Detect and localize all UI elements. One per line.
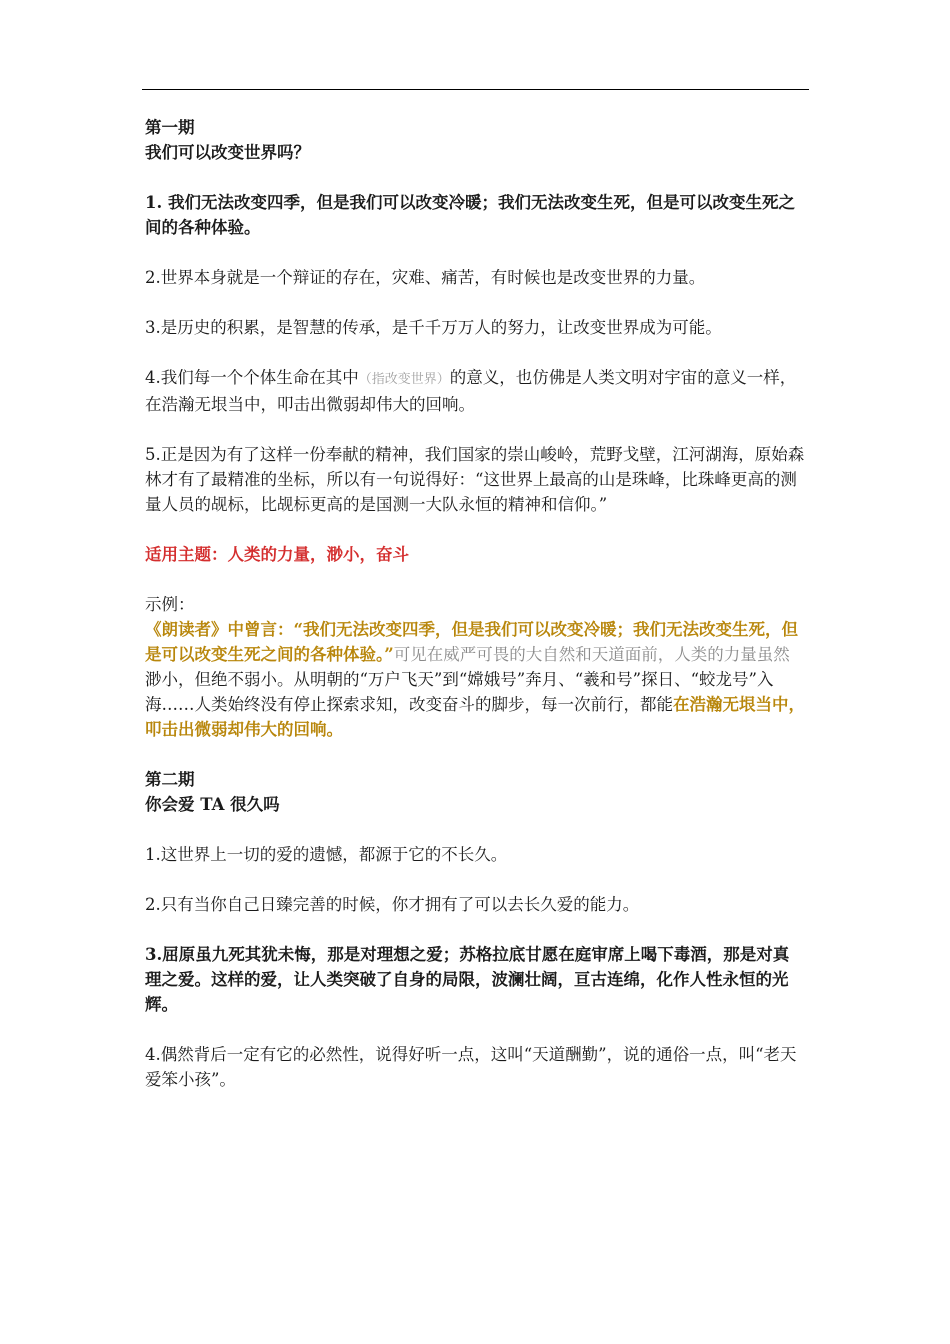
period2-item-1: 1.这世界上一切的爱的遗憾，都源于它的不长久。	[145, 845, 508, 864]
period2-item-4: 4.偶然背后一定有它的必然性，说得好听一点，这叫“天道酬勤”，说的通俗一点，叫“老天爱笨小孩”。	[145, 1045, 797, 1089]
period1-title: 第一期	[145, 118, 195, 137]
example-plain-text: 渺小，但绝不弱小。从明朝的“万户飞天”到“嫦娥号”奔月、“羲和号”探日、“蛟龙号”入海……人类始终没有停止探索求知，改变奋斗的脚步，每一次前行，都能	[145, 670, 774, 714]
period2-item-2: 2.只有当你自己日臻完善的时候，你才拥有了可以去长久爱的能力。	[145, 895, 640, 914]
example-paragraph	[145, 617, 805, 742]
period1-question: 我们可以改变世界吗？	[145, 143, 310, 162]
period2-title: 第二期	[145, 770, 195, 789]
period1-item-1: 1. 我们无法改变四季，但是我们可以改变冷暖；我们无法改变生死，但是可以改变生死之间的各种体验。	[145, 193, 795, 237]
period2-question: 你会爱 TA 很久吗	[145, 795, 280, 814]
period1-item-4-after: 的意义，也仿佛是人类文明对宇宙的意义一样，在浩瀚无垠当中，叩击出微弱却伟大的回响。	[145, 368, 797, 414]
period2-item-3: 3.屈原虽九死其犹未悔，那是对理想之爱；苏格拉底甘愿在庭审席上喝下毒酒，那是对真理之爱。这样的爱，让人类突破了自身的局限，波澜壮阔，亘古连绵，化作人性永恒的光辉。	[145, 945, 790, 1014]
header-rule	[142, 89, 809, 90]
period1-item-3: 3.是历史的积累，是智慧的传承，是千千万万人的努力，让改变世界成为可能。	[145, 318, 722, 337]
period1-item-2: 2.世界本身就是一个辩证的存在，灾难、痛苦，有时候也是改变世界的力量。	[145, 268, 706, 287]
example-label: 示例：	[145, 595, 195, 614]
period1-item-4	[145, 365, 805, 417]
period1-item-4-note: （指改变世界）	[358, 372, 450, 387]
period1-item-4-before: 4.我们每一个个体生命在其中	[145, 368, 359, 387]
example-gold-ending: 在浩瀚无垠当中，叩击出微弱却伟大的回响。	[145, 695, 805, 739]
example-quote: 《朗读者》中曾言：“我们无法改变四季，但是我们可以改变冷暖；我们无法改变生死，但是可以改变生死之间的各种体验。”	[145, 620, 798, 664]
example-grey-text: 可见在威严可畏的大自然和天道面前，人类的力量虽然	[393, 645, 790, 664]
document-body	[145, 115, 805, 1092]
period1-item-5: 5.正是因为有了这样一份奉献的精神，我们国家的崇山峻岭，荒野戈壁，江河湖海，原始森林才有了最精准的坐标，所以有一句说得好：“这世界上最高的山是珠峰，比珠峰更高的测量人员的觇标，比觇标更高的是国测一大队永恒的精神和信仰。”	[145, 445, 805, 514]
period1-theme: 适用主题：人类的力量，渺小，奋斗	[145, 545, 409, 564]
